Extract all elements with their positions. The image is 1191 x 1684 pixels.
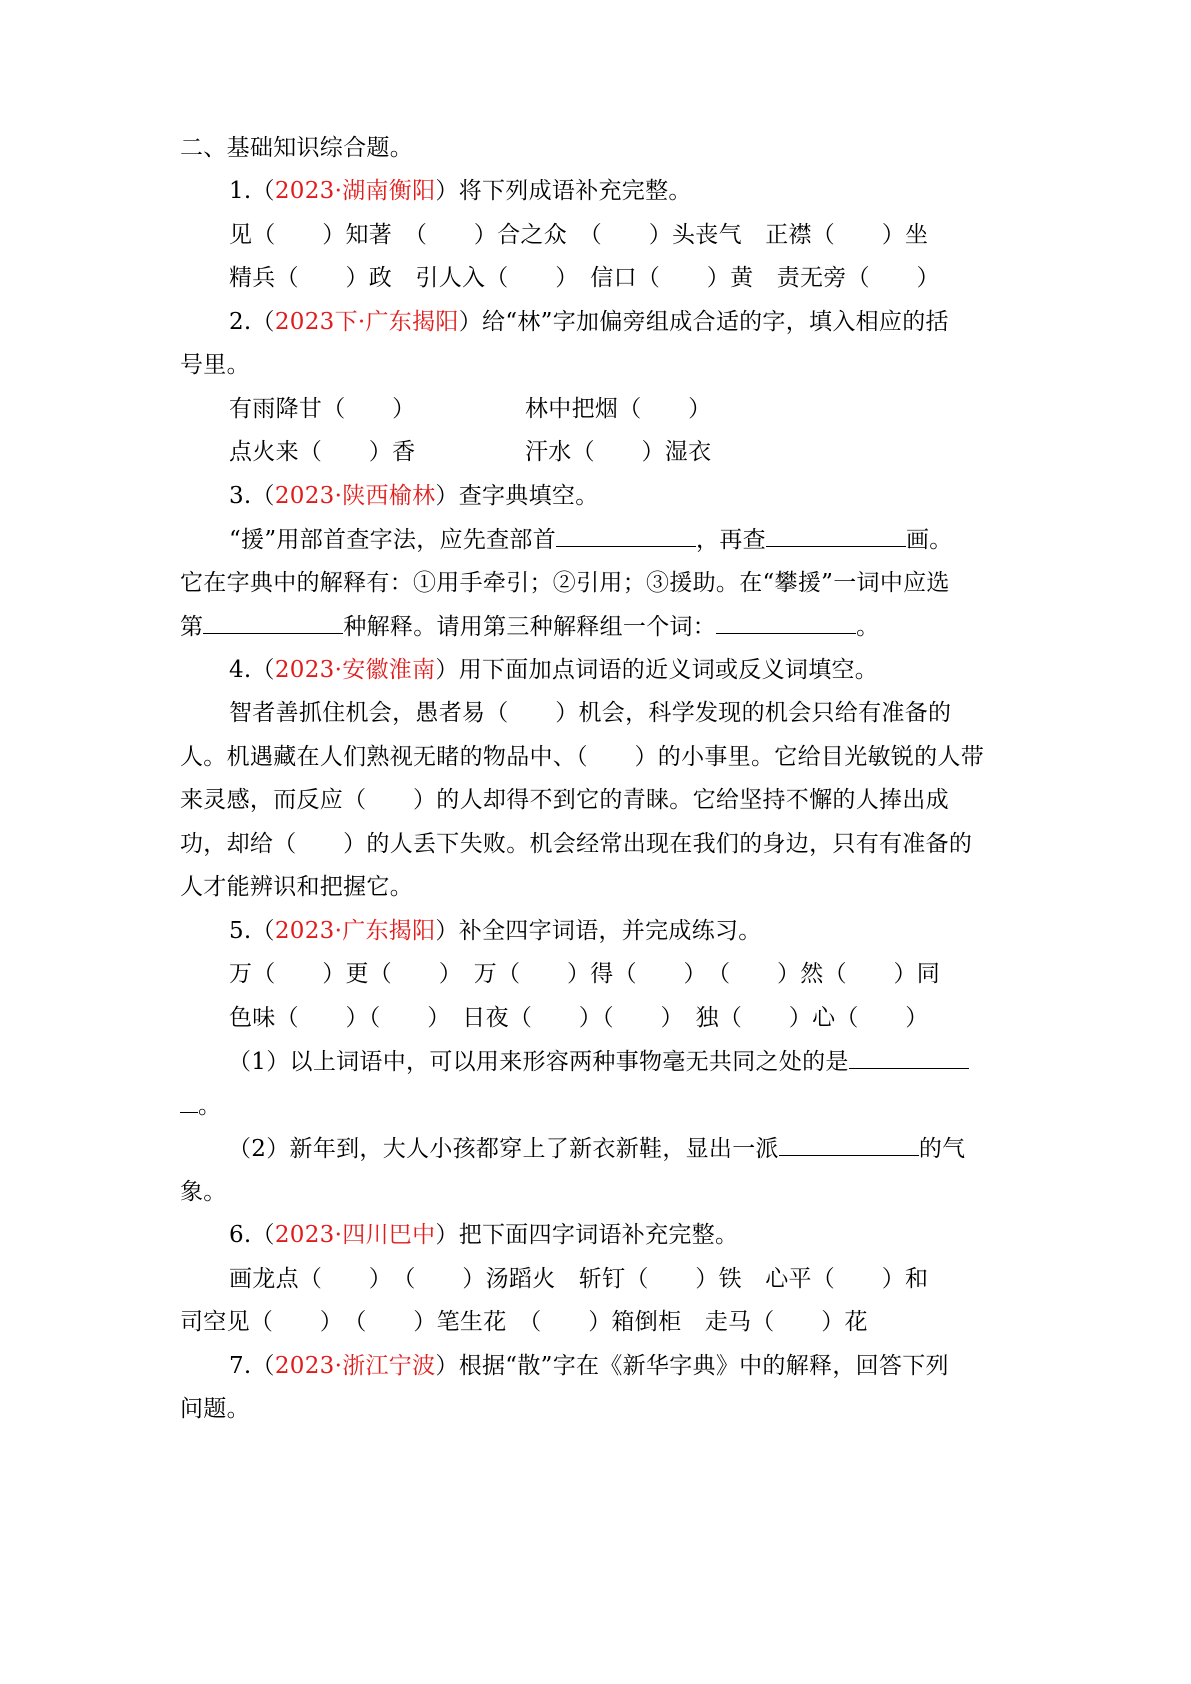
question-4-passage-line: 智者善抓住机会，愚者易（ ）机会，科学发现的机会只给有准备的 xyxy=(229,700,952,726)
question-7-stem: 7.（2023·浙江宁波）根据“散”字在《新华字典》中的解释，回答下列 xyxy=(229,1353,949,1379)
section-title: 二、基础知识综合题。 xyxy=(180,135,413,161)
question-4-passage-line: 功，却给（ ）的人丢下失败。机会经常出现在我们的身边，只有有准备的 xyxy=(180,831,973,857)
question-6-row-2: 司空见（ ） （ ）笔生花 （ ）箱倒柜 走马（ ）花 xyxy=(180,1309,868,1335)
answer-blank[interactable] xyxy=(849,1046,969,1069)
question-5-sub-1: （1）以上词语中，可以用来形容两种事物毫无共同之处的是 xyxy=(228,1046,1058,1077)
answer-blank[interactable] xyxy=(203,611,343,634)
question-4-stem: 4.（2023·安徽淮南）用下面加点词语的近义词或反义词填空。 xyxy=(229,657,879,683)
question-7-source: 2023·浙江宁波 xyxy=(274,1353,436,1379)
question-3-line-2: 它在字典中的解释有：①用手牵引；②引用；③援助。在“攀援”一词中应选 xyxy=(180,570,950,596)
question-5-row-2: 色味（ ）（ ） 日夜（ ）（ ） 独（ ）心（ ） xyxy=(229,1005,929,1031)
question-5-source: 2023·广东揭阳 xyxy=(274,918,436,944)
question-4-source: 2023·安徽淮南 xyxy=(274,657,436,683)
question-5-sub-2: （2）新年到，大人小孩都穿上了新衣新鞋，显出一派 的气 xyxy=(228,1133,1058,1164)
question-4-passage-line: 来灵感，而反应（ ）的人却得不到它的青睐。它给坚持不懈的人捧出成 xyxy=(180,787,949,813)
question-5-stem: 5.（2023·广东揭阳）补全四字词语，并完成练习。 xyxy=(229,918,762,944)
question-1-row-1: 见（ ）知著 （ ）合之众 （ ）头丧气 正襟（ ）坐 xyxy=(229,222,929,248)
question-5-sub-2-cont: 象。 xyxy=(180,1179,227,1205)
question-1-stem: 1.（2023·湖南衡阳）将下列成语补充完整。 xyxy=(229,178,692,204)
question-3-line-3: 第 种解释。请用第三种解释组一个词： 。 xyxy=(180,611,1010,642)
question-5-row-1: 万（ ）更（ ） 万（ ）得（ ） （ ）然（ ）同 xyxy=(229,961,941,987)
question-6-source: 2023·四川巴中 xyxy=(274,1222,436,1248)
question-2-stem: 2.（2023下·广东揭阳）给“林”字加偏旁组成合适的字，填入相应的括 xyxy=(229,309,949,335)
answer-blank[interactable] xyxy=(716,611,856,634)
question-3-source: 2023·陕西榆林 xyxy=(274,483,436,509)
answer-blank[interactable] xyxy=(779,1133,919,1156)
question-3-line-1: “援”用部首查字法，应先查部首 ，再查 画。 xyxy=(229,524,1059,555)
question-6-row-1: 画龙点（ ） （ ）汤蹈火 斩钉（ ）铁 心平（ ）和 xyxy=(229,1266,929,1292)
question-3-stem: 3.（2023·陕西榆林）查字典填空。 xyxy=(229,483,599,509)
question-4-passage-line: 人。机遇藏在人们熟视无睹的物品中、（ ）的小事里。它给目光敏锐的人带 xyxy=(180,744,984,770)
question-5-sub-1-cont: 。 xyxy=(180,1090,1010,1121)
answer-blank[interactable] xyxy=(766,524,906,547)
question-4-passage-line: 人才能辨识和把握它。 xyxy=(180,874,413,900)
question-7-stem-cont: 问题。 xyxy=(180,1396,250,1422)
question-2-item: 汗水（ ）湿衣 xyxy=(525,439,712,465)
question-2-item: 有雨降甘（ ） xyxy=(229,396,416,422)
question-1-source: 2023·湖南衡阳 xyxy=(274,178,436,204)
answer-blank[interactable] xyxy=(180,1090,198,1113)
question-2-source: 2023下·广东揭阳 xyxy=(274,309,459,335)
question-6-stem: 6.（2023·四川巴中）把下面四字词语补充完整。 xyxy=(229,1222,739,1248)
answer-blank[interactable] xyxy=(556,524,696,547)
question-2-item: 林中把烟（ ） xyxy=(525,396,712,422)
question-2-item: 点火来（ ）香 xyxy=(229,439,416,465)
question-1-row-2: 精兵（ ）政 引人入（ ） 信口（ ）黄 责无旁（ ） xyxy=(229,265,940,291)
question-2-stem-cont: 号里。 xyxy=(180,352,250,378)
